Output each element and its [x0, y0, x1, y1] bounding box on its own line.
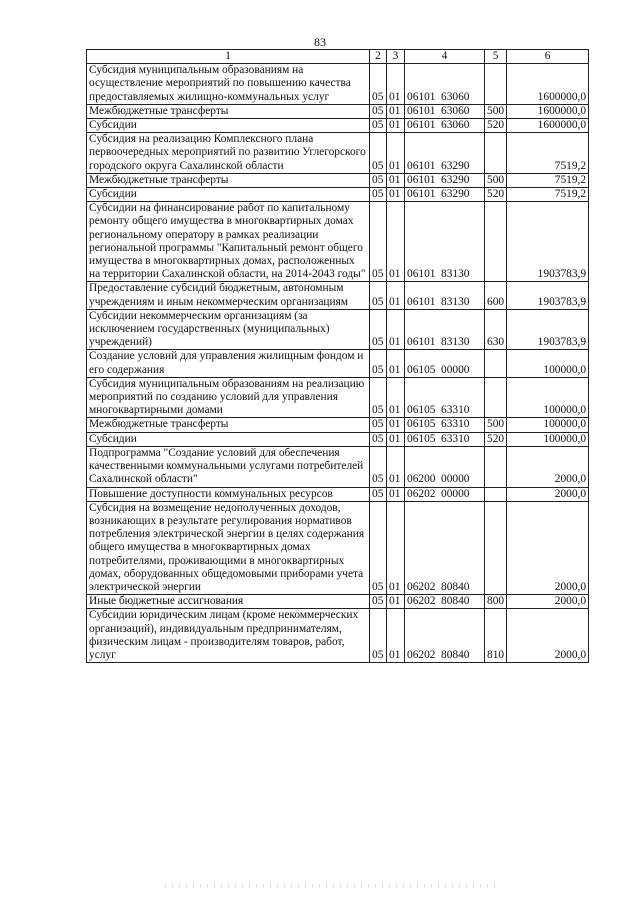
- table-row: [87, 446, 589, 487]
- row-name-cell: Повышение доступности коммунальных ресурсов: [87, 487, 370, 501]
- target-article-direction-code: 63060: [441, 104, 470, 117]
- row-target-article-cell: [405, 202, 485, 282]
- target-article-program-code: 06202: [407, 487, 436, 500]
- row-section-cell: 05: [370, 418, 387, 432]
- row-subsection-cell: 01: [387, 501, 405, 594]
- target-article-direction-code: 83130: [441, 268, 470, 281]
- row-name-cell: Межбюджетные трансферты: [87, 104, 370, 118]
- row-subsection-cell: 01: [387, 350, 405, 377]
- table-row: [87, 282, 589, 309]
- target-article-program-code: 06101: [407, 188, 436, 201]
- row-name-cell: Субсидии: [87, 432, 370, 446]
- row-target-article-cell: [405, 282, 485, 309]
- row-name-cell: Иные бюджетные ассигнования: [87, 595, 370, 609]
- row-section-cell: 05: [370, 350, 387, 377]
- row-section-cell: 05: [370, 119, 387, 133]
- row-subsection-cell: 01: [387, 202, 405, 282]
- row-target-article-cell: [405, 377, 485, 418]
- table-row: [87, 595, 589, 609]
- row-target-article-cell: [405, 595, 485, 609]
- row-name-cell: Субсидии: [87, 119, 370, 133]
- row-name-cell: Субсидия на возмещение недополученных доходов, возникающих в результате регулирования нормативов потребления электрической энергии в целях содержания общего имущества в многоквартирных домах потребителями, проживающими в многоквартирных домах, оборудованных общедомовыми приборами учета электрической энергии: [87, 501, 370, 594]
- row-target-article-cell: [405, 487, 485, 501]
- row-amount-cell: 2000,0: [507, 595, 589, 609]
- target-article-direction-code: 63310: [441, 418, 470, 431]
- row-expense-type-cell: 520: [485, 432, 507, 446]
- column-header-6: 6: [507, 50, 589, 64]
- row-amount-cell: 100000,0: [507, 432, 589, 446]
- row-amount-cell: 2000,0: [507, 609, 589, 663]
- row-amount-cell: 1600000,0: [507, 64, 589, 105]
- row-subsection-cell: 01: [387, 282, 405, 309]
- row-section-cell: 05: [370, 64, 387, 105]
- row-expense-type-cell: 500: [485, 173, 507, 187]
- target-article-direction-code: 63060: [441, 90, 470, 103]
- target-article-program-code: 06101: [407, 159, 436, 172]
- target-article-program-code: 06202: [407, 595, 436, 608]
- target-article-direction-code: 00000: [441, 487, 470, 500]
- target-article-program-code: 06105: [407, 432, 436, 445]
- row-amount-cell: 2000,0: [507, 487, 589, 501]
- target-article-program-code: 06202: [407, 580, 436, 593]
- row-section-cell: 05: [370, 202, 387, 282]
- row-amount-cell: 100000,0: [507, 350, 589, 377]
- row-section-cell: 05: [370, 595, 387, 609]
- row-expense-type-cell: [485, 487, 507, 501]
- target-article-direction-code: 00000: [441, 363, 470, 376]
- row-expense-type-cell: 520: [485, 188, 507, 202]
- row-target-article-cell: [405, 133, 485, 174]
- table-row: [87, 487, 589, 501]
- row-expense-type-cell: [485, 501, 507, 594]
- row-name-cell: Межбюджетные трансферты: [87, 418, 370, 432]
- target-article-program-code: 06101: [407, 173, 436, 186]
- row-subsection-cell: 01: [387, 377, 405, 418]
- row-name-cell: Субсидии некоммерческим организациям (за исключением государственных (муниципальных) учреждений): [87, 309, 370, 350]
- target-article-program-code: 06105: [407, 418, 436, 431]
- row-expense-type-cell: 630: [485, 309, 507, 350]
- target-article-direction-code: 00000: [441, 473, 470, 486]
- row-name-cell: Создание условий для управления жилищным фондом и его содержания: [87, 350, 370, 377]
- row-name-cell: Субсидии юридическим лицам (кроме некоммерческих организаций), индивидуальным предпринимателям, физическим лицам - производителям товаров, работ, услуг: [87, 609, 370, 663]
- table-row: [87, 133, 589, 174]
- target-article-direction-code: 83130: [441, 295, 470, 308]
- row-amount-cell: 2000,0: [507, 446, 589, 487]
- row-target-article-cell: [405, 188, 485, 202]
- table-row: [87, 377, 589, 418]
- row-section-cell: 05: [370, 282, 387, 309]
- row-section-cell: 05: [370, 487, 387, 501]
- target-article-direction-code: 63290: [441, 159, 470, 172]
- row-expense-type-cell: 600: [485, 282, 507, 309]
- target-article-direction-code: 83130: [441, 336, 470, 349]
- table-body: [87, 50, 589, 663]
- row-subsection-cell: 01: [387, 133, 405, 174]
- header-row: [87, 50, 589, 64]
- target-article-program-code: 06101: [407, 104, 436, 117]
- target-article-program-code: 06105: [407, 404, 436, 417]
- row-amount-cell: 2000,0: [507, 501, 589, 594]
- row-subsection-cell: 01: [387, 432, 405, 446]
- row-amount-cell: 1600000,0: [507, 104, 589, 118]
- target-article-program-code: 06202: [407, 648, 436, 661]
- row-target-article-cell: [405, 64, 485, 105]
- row-expense-type-cell: [485, 446, 507, 487]
- row-section-cell: 05: [370, 188, 387, 202]
- row-amount-cell: 100000,0: [507, 377, 589, 418]
- table-row: [87, 119, 589, 133]
- row-target-article-cell: [405, 350, 485, 377]
- row-section-cell: 05: [370, 173, 387, 187]
- target-article-direction-code: 63060: [441, 119, 470, 132]
- budget-table: [86, 49, 589, 663]
- table-row: [87, 418, 589, 432]
- target-article-direction-code: 80840: [441, 580, 470, 593]
- target-article-program-code: 06101: [407, 336, 436, 349]
- row-amount-cell: 7519,2: [507, 188, 589, 202]
- row-expense-type-cell: 500: [485, 104, 507, 118]
- row-target-article-cell: [405, 609, 485, 663]
- target-article-direction-code: 63310: [441, 404, 470, 417]
- row-subsection-cell: 01: [387, 418, 405, 432]
- row-target-article-cell: [405, 309, 485, 350]
- row-section-cell: 05: [370, 133, 387, 174]
- target-article-program-code: 06101: [407, 295, 436, 308]
- table-row: [87, 202, 589, 282]
- row-subsection-cell: 01: [387, 446, 405, 487]
- row-subsection-cell: 01: [387, 609, 405, 663]
- row-expense-type-cell: [485, 377, 507, 418]
- row-amount-cell: 1903783,9: [507, 282, 589, 309]
- row-subsection-cell: 01: [387, 487, 405, 501]
- table-row: [87, 501, 589, 594]
- row-name-cell: Подпрограмма "Создание условий для обеспечения качественными коммунальными услугами потребителей Сахалинской области": [87, 446, 370, 487]
- row-subsection-cell: 01: [387, 64, 405, 105]
- row-amount-cell: 7519,2: [507, 133, 589, 174]
- row-target-article-cell: [405, 418, 485, 432]
- row-section-cell: 05: [370, 501, 387, 594]
- row-expense-type-cell: [485, 133, 507, 174]
- target-article-program-code: 06101: [407, 268, 436, 281]
- row-name-cell: Субсидии: [87, 188, 370, 202]
- row-target-article-cell: [405, 446, 485, 487]
- target-article-program-code: 06101: [407, 90, 436, 103]
- scan-noise: [165, 884, 495, 888]
- row-name-cell: Субсидии на финансирование работ по капитальному ремонту общего имущества в многоквартирных домах региональному оператору в рамках реализации региональной программы "Капитальный ремонт общего имущества в многоквартирных домах, расположенных на территории Сахалинской области, на 2014-2043 годы": [87, 202, 370, 282]
- row-amount-cell: 1600000,0: [507, 119, 589, 133]
- target-article-direction-code: 63290: [441, 173, 470, 186]
- row-name-cell: Субсидия муниципальным образованиям на реализацию мероприятий по созданию условий для управления многоквартирными домами: [87, 377, 370, 418]
- row-expense-type-cell: 500: [485, 418, 507, 432]
- target-article-direction-code: 80840: [441, 595, 470, 608]
- row-target-article-cell: [405, 119, 485, 133]
- row-amount-cell: 1903783,9: [507, 309, 589, 350]
- table-row: [87, 104, 589, 118]
- row-expense-type-cell: [485, 350, 507, 377]
- row-section-cell: 05: [370, 377, 387, 418]
- row-amount-cell: 7519,2: [507, 173, 589, 187]
- row-section-cell: 05: [370, 609, 387, 663]
- table-row: [87, 309, 589, 350]
- row-amount-cell: 1903783,9: [507, 202, 589, 282]
- table-row: [87, 173, 589, 187]
- row-subsection-cell: 01: [387, 173, 405, 187]
- column-header-1: 1: [87, 50, 370, 64]
- row-amount-cell: 100000,0: [507, 418, 589, 432]
- table-row: [87, 188, 589, 202]
- row-name-cell: Предоставление субсидий бюджетным, автономным учреждениям и иным некоммерческим организациям: [87, 282, 370, 309]
- page-number: 83: [314, 35, 326, 49]
- row-subsection-cell: 01: [387, 595, 405, 609]
- target-article-program-code: 06101: [407, 119, 436, 132]
- row-target-article-cell: [405, 173, 485, 187]
- row-section-cell: 05: [370, 446, 387, 487]
- row-target-article-cell: [405, 501, 485, 594]
- table-row: [87, 64, 589, 105]
- target-article-direction-code: 80840: [441, 648, 470, 661]
- row-target-article-cell: [405, 104, 485, 118]
- row-subsection-cell: 01: [387, 309, 405, 350]
- row-expense-type-cell: 520: [485, 119, 507, 133]
- target-article-direction-code: 63310: [441, 432, 470, 445]
- row-name-cell: Субсидия на реализацию Комплексного плана первоочередных мероприятий по развитию Углегорского городского округа Сахалинской области: [87, 133, 370, 174]
- row-subsection-cell: 01: [387, 119, 405, 133]
- row-expense-type-cell: 800: [485, 595, 507, 609]
- row-name-cell: Субсидия муниципальным образованиям на осуществление мероприятий по повышению качества предоставляемых жилищно-коммунальных услуг: [87, 64, 370, 105]
- table-row: [87, 432, 589, 446]
- row-section-cell: 05: [370, 104, 387, 118]
- row-section-cell: 05: [370, 309, 387, 350]
- row-expense-type-cell: 810: [485, 609, 507, 663]
- target-article-program-code: 06105: [407, 363, 436, 376]
- row-subsection-cell: 01: [387, 104, 405, 118]
- column-header-5: 5: [485, 50, 507, 64]
- target-article-direction-code: 63290: [441, 188, 470, 201]
- row-target-article-cell: [405, 432, 485, 446]
- row-expense-type-cell: [485, 202, 507, 282]
- target-article-program-code: 06200: [407, 473, 436, 486]
- row-name-cell: Межбюджетные трансферты: [87, 173, 370, 187]
- row-subsection-cell: 01: [387, 188, 405, 202]
- column-header-4: 4: [405, 50, 485, 64]
- table-row: [87, 609, 589, 663]
- row-expense-type-cell: [485, 64, 507, 105]
- column-header-3: 3: [387, 50, 405, 64]
- table-row: [87, 350, 589, 377]
- row-section-cell: 05: [370, 432, 387, 446]
- column-header-2: 2: [370, 50, 387, 64]
